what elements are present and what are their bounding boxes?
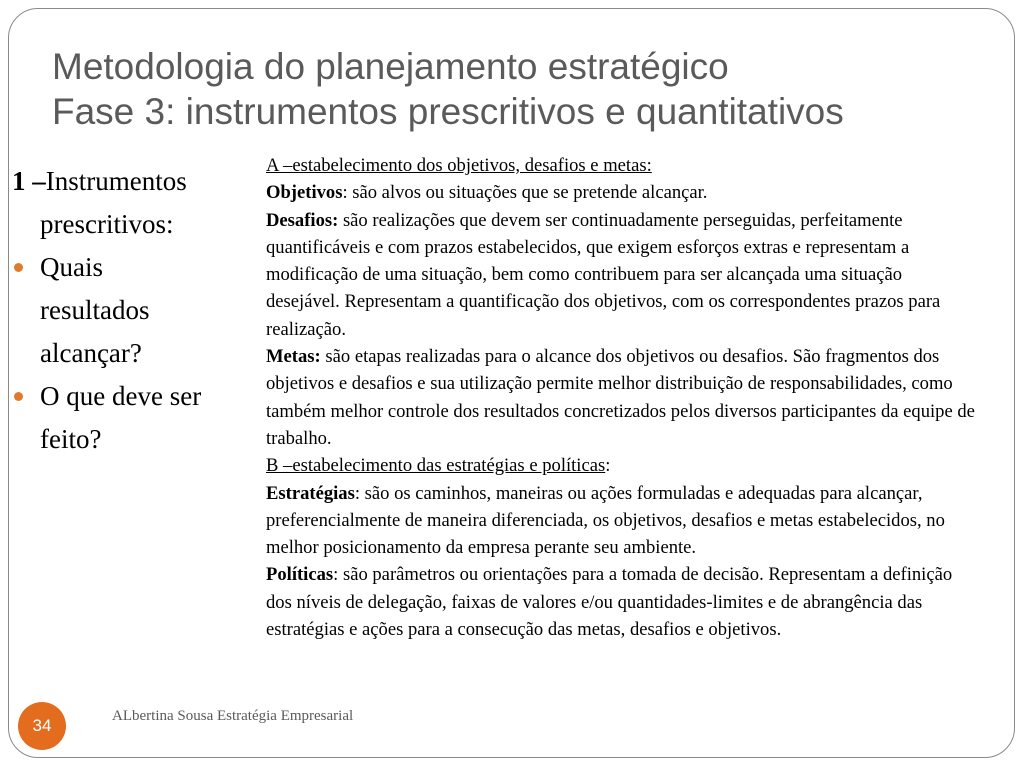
title-line-2: Fase 3: instrumentos prescritivos e quantitativos [52,91,844,132]
footer-author: ALbertina Sousa Estratégia Empresarial [112,708,354,724]
section-b-heading [266,452,976,479]
section-b-colon: : [605,455,611,477]
left-column [12,160,252,461]
page-number-badge: 34 [18,702,66,750]
politicas-term: Políticas [266,564,334,586]
desafios-text: são realizações que devem ser continuadamente perseguidas, perfeitamente quantificáveis e com prazos estabelecidos, que exigem esforços extras e representam a modificação de uma situação, bem como contribuem para ser alcançada uma situação desejável. Representam a quantificação dos objetivos, com os correspondentes prazos para realização. [266,209,941,340]
bullet-line: feito? [40,424,102,454]
metas-term: Metas: [266,346,321,368]
bullet-line: resultados [40,295,150,325]
estrategias-term: Estratégias [266,482,355,504]
desafios-paragraph [266,207,976,343]
objetivos-paragraph [266,179,976,206]
heading-text: Instrumentos [45,166,187,196]
left-heading [12,160,252,203]
section-b-heading-text: B –estabelecimento das estratégias e políticas [266,455,606,477]
bullet-dot-icon [14,392,23,401]
objetivos-text: : são alvos ou situações que se pretende alcançar. [342,182,708,204]
bullet-dot-icon [14,263,23,272]
bullet-line: alcançar? [40,338,142,368]
section-a-heading [266,152,976,179]
right-column [266,152,976,643]
politicas-paragraph [266,561,976,643]
heading-number: 1 – [12,166,46,196]
estrategias-text: : são os caminhos, maneiras ou ações formuladas e adequadas para alcançar, preferencialmente de maneira diferenciada, os objetivos, desafios e metas estabelecidos, no melhor posicionamento da empresa perante seu ambiente. [266,482,945,559]
estrategias-paragraph [266,480,976,562]
title-line-1: Metodologia do planejamento estratégico [52,46,729,87]
objetivos-term: Objetivos [266,182,343,204]
politicas-text: : são parâmetros ou orientações para a tomada de decisão. Representam a definição dos níveis de delegação, faixas de valores e/ou quantidades-limites e de abrangência das estratégias e ações para a consecução das metas, desafios e objetivos. [266,564,953,641]
desafios-term: Desafios: [266,209,339,231]
bullet-item [12,375,252,461]
bullet-line: Quais [40,252,103,282]
section-a-heading-text: A –estabelecimento dos objetivos, desafios e metas: [266,155,652,176]
bullet-item [12,246,252,375]
bullet-line: O que deve ser [40,381,202,411]
metas-text: são etapas realizadas para o alcance dos objetivos ou desafios. São fragmentos dos objetivos e desafios e sua utilização permite melhor distribuição de responsabilidades, como também melhor controle dos resultados concretizados pelos diversos participantes da equipe de trabalho. [266,346,975,449]
heading-continuation: prescritivos: [40,209,174,239]
slide-title [52,44,1012,134]
metas-paragraph [266,343,976,452]
